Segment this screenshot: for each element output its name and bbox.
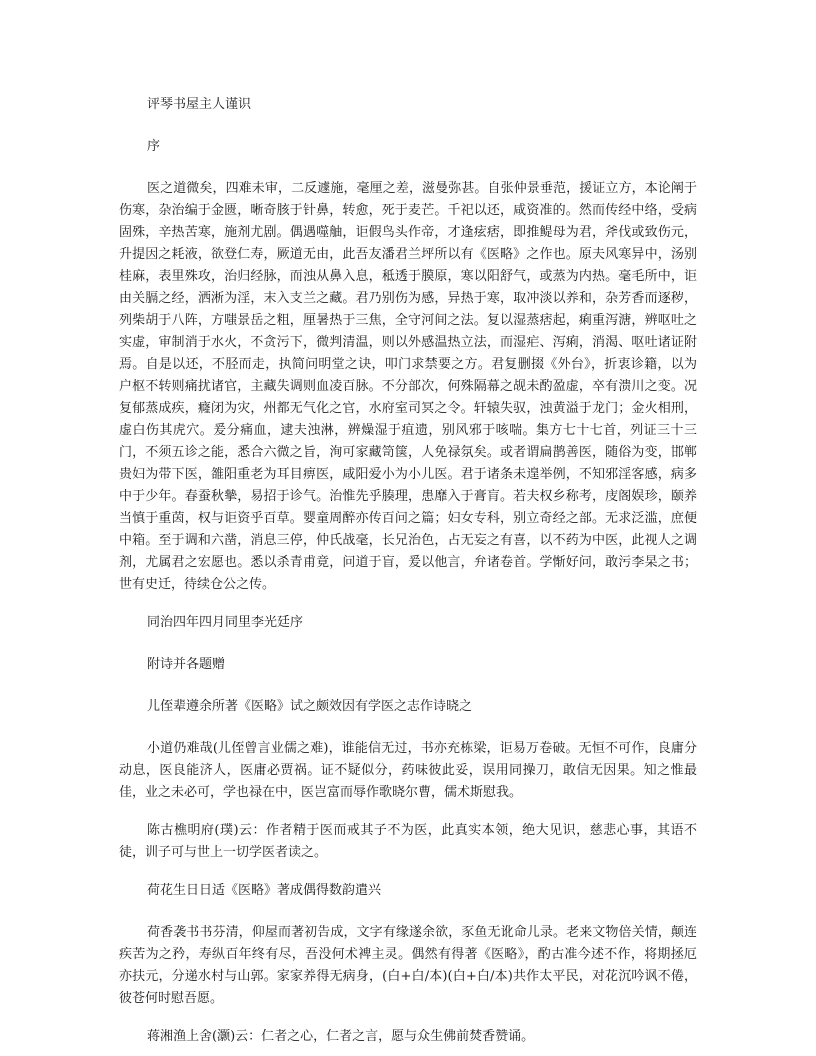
poem-2-comment: 蒋湘渔上舍(灏)云：仁者之心，仁者之言，愿与众生佛前焚香赞诵。	[147, 1029, 535, 1044]
poem-1-comment: 陈古樵明府(璞)云：作者精于医而戒其子不为医，此真实本领，绝大见识，慈悲心事，其语不徒，训子可与世上一切学医者读之。	[119, 823, 697, 860]
poem-1-body: 小道仍难哉(儿侄曾言业儒之难)，谁能信无过，书亦充栋梁，讵易万卷破。无恒不可作，良庸分动息，医良能济人，医庸必贾祸。证不疑似分，药味彼此妥，误用同操刀，敢信无因果。知之惟最佳，业之未必可，学也禄在中，医岂富而辱作歌晓尔曹，儒术斯慰我。	[119, 741, 697, 800]
poem-2-body: 荷香袭书书芬清，仰屋而著初告成，文字有缘遂余欲，豕鱼无讹命儿录。老来文物倍关情，颠连疾苦为之矜，寿纵百年终有尽，吾没何术裨主灵。偶然有得著《医略》，酌古准今述不作，将期拯厄亦扶元，分递水村与山郭。家家养得无病身，(白+白/本)(白+白/本)共作太平民，对花沉吟讽不倦，彼苍何时慰吾愿。	[119, 925, 697, 1006]
preface-title: 序	[147, 139, 161, 154]
preface-signature: 同治四年四月同里李光廷序	[147, 615, 304, 630]
poem-2-title: 荷花生日日适《医略》著成偶得数韵遣兴	[147, 883, 382, 898]
poem-1-title: 儿侄辈遵余所著《医略》试之颇效因有学医之志作诗晓之	[147, 699, 473, 714]
appendix-title: 附诗并各题赠	[147, 657, 226, 672]
author-line: 评琴书屋主人谨识	[147, 97, 252, 112]
preface-body: 医之道微矣，四难未审，二反遽施，毫厘之差，滋曼弥甚。自张仲景垂范，援证立方，本论阐于伤寒，杂治编于金匮，晰奇胲于针鼻，转愈，死于麦芒。千祀以还，咸资准的。然而传经中络，受病固殊，辛热苦寒，施剂尤剧。偶遇噬舳，讵假鸟头作帝，才逢痃痞，即推鳀母为君，斧伐或致伤元，升提因之耗液，欲登仁寿，厥道无由，此吾友潘君兰坪所以有《医略》之作也。原夫风寒异中，汤别桂麻，表里殊攻，治归经脉，而浊从鼻入息，秪透于膜原，寒以阳舒气，或蒸为内热。毫毛所中，讵由关膈之经，洒淅为淫，末入支兰之藏。君乃别伤为感，异热于寒，取冲淡以养和，杂芳香而逐秽，列柴胡于八阵，方嗤景岳之粗，厘暑热于三焦，全守河间之法。复以湿蒸痞起，痢重泻溏，辨呕吐之实虚，审制消于水火，不贪污下，微判清温，则以外感温热立法，而湿疟、泻痢，消渴、呕吐诸证附焉。自是以还，不胫而走，执简问明堂之诀，叩门求禁要之方。君复删掇《外台》，折衷诊籍，以为户枢不转则痛扰诸官，主藏失调则血凌百脉。不分部次，何殊隔幕之觇未酌盈虚，卒有溃川之变。况复郁蒸成疾，癃闭为灾，州都无气化之官，水府室司冥之令。轩辕失驭，浊黄溢于龙门；金火相刑，虚白伤其虎穴。爰分痛血，逮夫浊淋，辨燥湿于疽遗，别风邪于咳喘。集方七十七首，列证三十三门，不须五诊之能，悉合六微之旨，洵可家藏笥箧，人免禄氛矣。或者谓扁鹊善医，随俗为变，邯郸贵妇为带下医，雒阳重老为耳目痹医，咸阳爱小为小儿医。君于诸条未遑举例，不知邪淫客感，病多中于少年。春蚕秋摰，易招于诊气。治惟先乎腠理，患靡入于膏肓。若夫权乡称考，庋阁娱珍，颐养当慎于重茵，权与讵资乎百草。婴童周醉亦传百问之篇；妇女专科，别立奇经之部。无求泛滥，庶便中箱。至于调和六凿，消息三停，仲氏战毫，长兄治色，占无妄之有喜，以不药为中医，此视人之调剂，尤属君之宏愿也。悉以杀青甫竟，问道于盲，爰以他言，弁诸卷首。学惭好问，敢污李杲之书；世有史迁，待续仓公之传。	[119, 181, 697, 592]
document-content	[119, 94, 697, 1048]
